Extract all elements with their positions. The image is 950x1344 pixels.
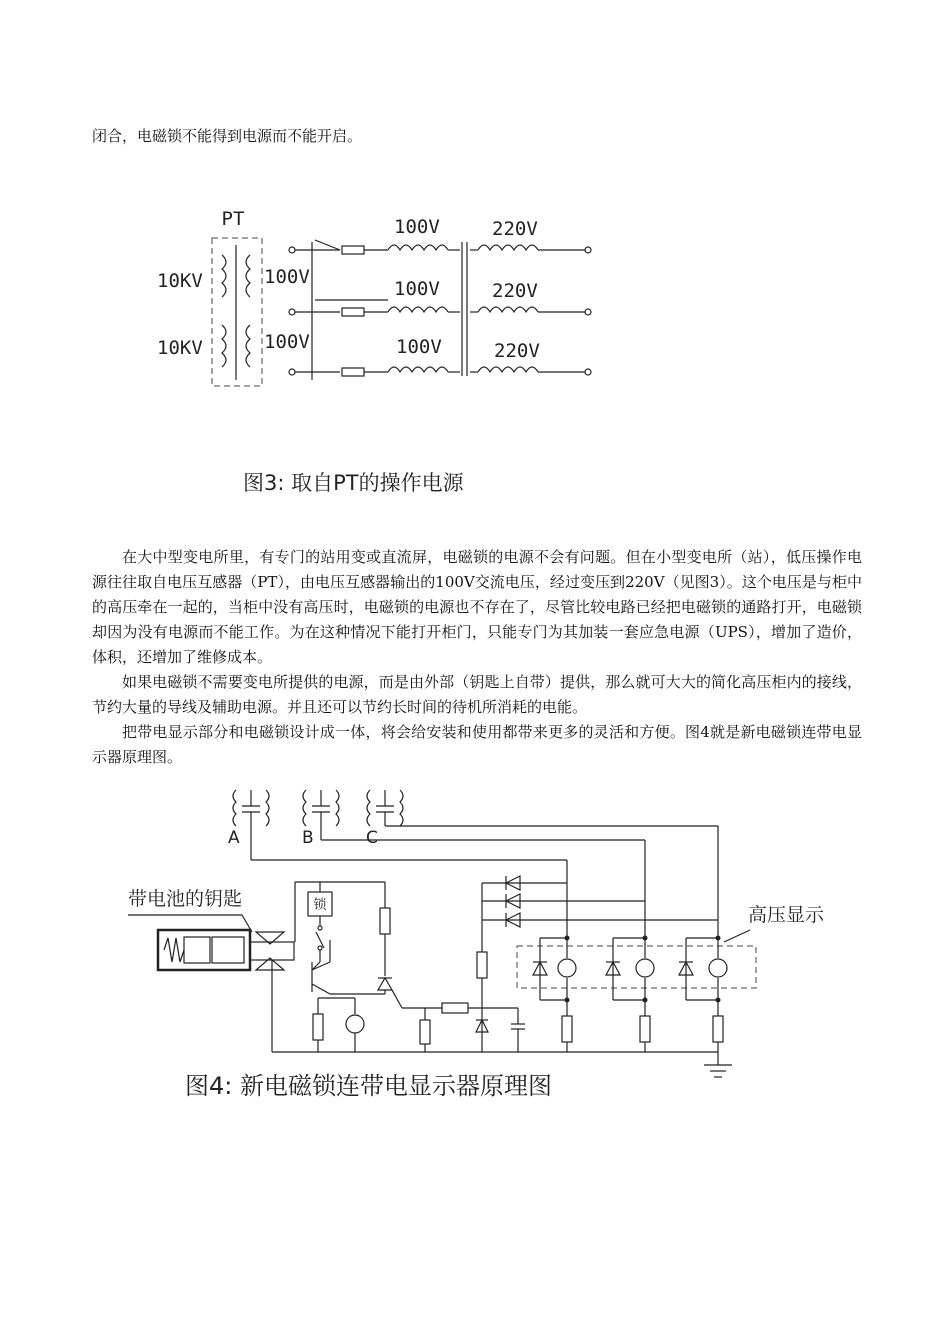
lock-drive-circuit xyxy=(295,882,525,1052)
primary-label-1: 10KV xyxy=(157,270,203,292)
phase-sensors xyxy=(233,790,403,860)
lock-label: 锁 xyxy=(313,898,327,913)
paragraph-1: 在大中型变电所里，有专门的站用变或直流屏，电磁锁的电源不会有问题。但在小型变电所（站），低压操作电源往往取自电压互感器（PT），由电压互感器输出的100V交流电压，经过变压到220V（见图3）。这个电压是与柜中的高压牵在一起的，当柜中没有高压时，电磁锁的电源也不存在了，尽管比较电路已经把电磁锁的通路打开，电磁锁却因为没有电源而不能工作。为在这种情况下能打开柜门，只能专门为其加装一套应急电源（UPS），增加了造价，体积，还增加了维修成本。 xyxy=(92,548,862,666)
pt-secondary-label-1: 100V xyxy=(264,266,310,288)
figure-3-caption: 图3: 取自PT的操作电源 xyxy=(243,471,464,495)
tf-secondary-label-1: 220V xyxy=(492,218,538,240)
tf-primary-label-3: 100V xyxy=(396,336,442,358)
hv-display-label: 高压显示 xyxy=(748,904,825,926)
phase-label-b: B xyxy=(302,828,314,848)
pt-secondary-label-2: 100V xyxy=(264,331,310,353)
phase-label-c: C xyxy=(366,828,378,848)
tf-secondary-label-2: 220V xyxy=(492,280,538,302)
tf-secondary-label-3: 220V xyxy=(494,340,540,362)
tf-primary-label-2: 100V xyxy=(394,278,440,300)
paragraph-2: 如果电磁锁不需要变电所提供的电源，而是由外部（钥匙上自带）提供，那么就可大大的简化高压柜内的接线，节约大量的导线及辅助电源。并且还可以节约长时间的待机所消耗的电能。 xyxy=(92,673,862,716)
top-text-line: 闭合，电磁锁不能得到电源而不能开启。 xyxy=(92,127,363,145)
display-channels xyxy=(533,936,727,1066)
pt-label: PT xyxy=(221,208,245,230)
paragraph-3: 把带电显示部分和电磁锁设计成一体，将会给安装和使用都带来更多的灵活和方便。图4就是新电磁锁连带电显示器原理图。 xyxy=(92,723,862,766)
phase-label-a: A xyxy=(228,828,240,848)
primary-label-2: 10KV xyxy=(157,337,203,359)
figure-4-caption: 图4: 新电磁锁连带电显示器原理图 xyxy=(185,1072,552,1100)
tf-primary-label-1: 100V xyxy=(394,216,440,238)
ground-symbol xyxy=(704,1065,732,1077)
key-label: 带电池的钥匙 xyxy=(128,888,243,910)
battery-key-icon xyxy=(128,915,294,970)
rectifier-diodes xyxy=(477,876,718,1052)
